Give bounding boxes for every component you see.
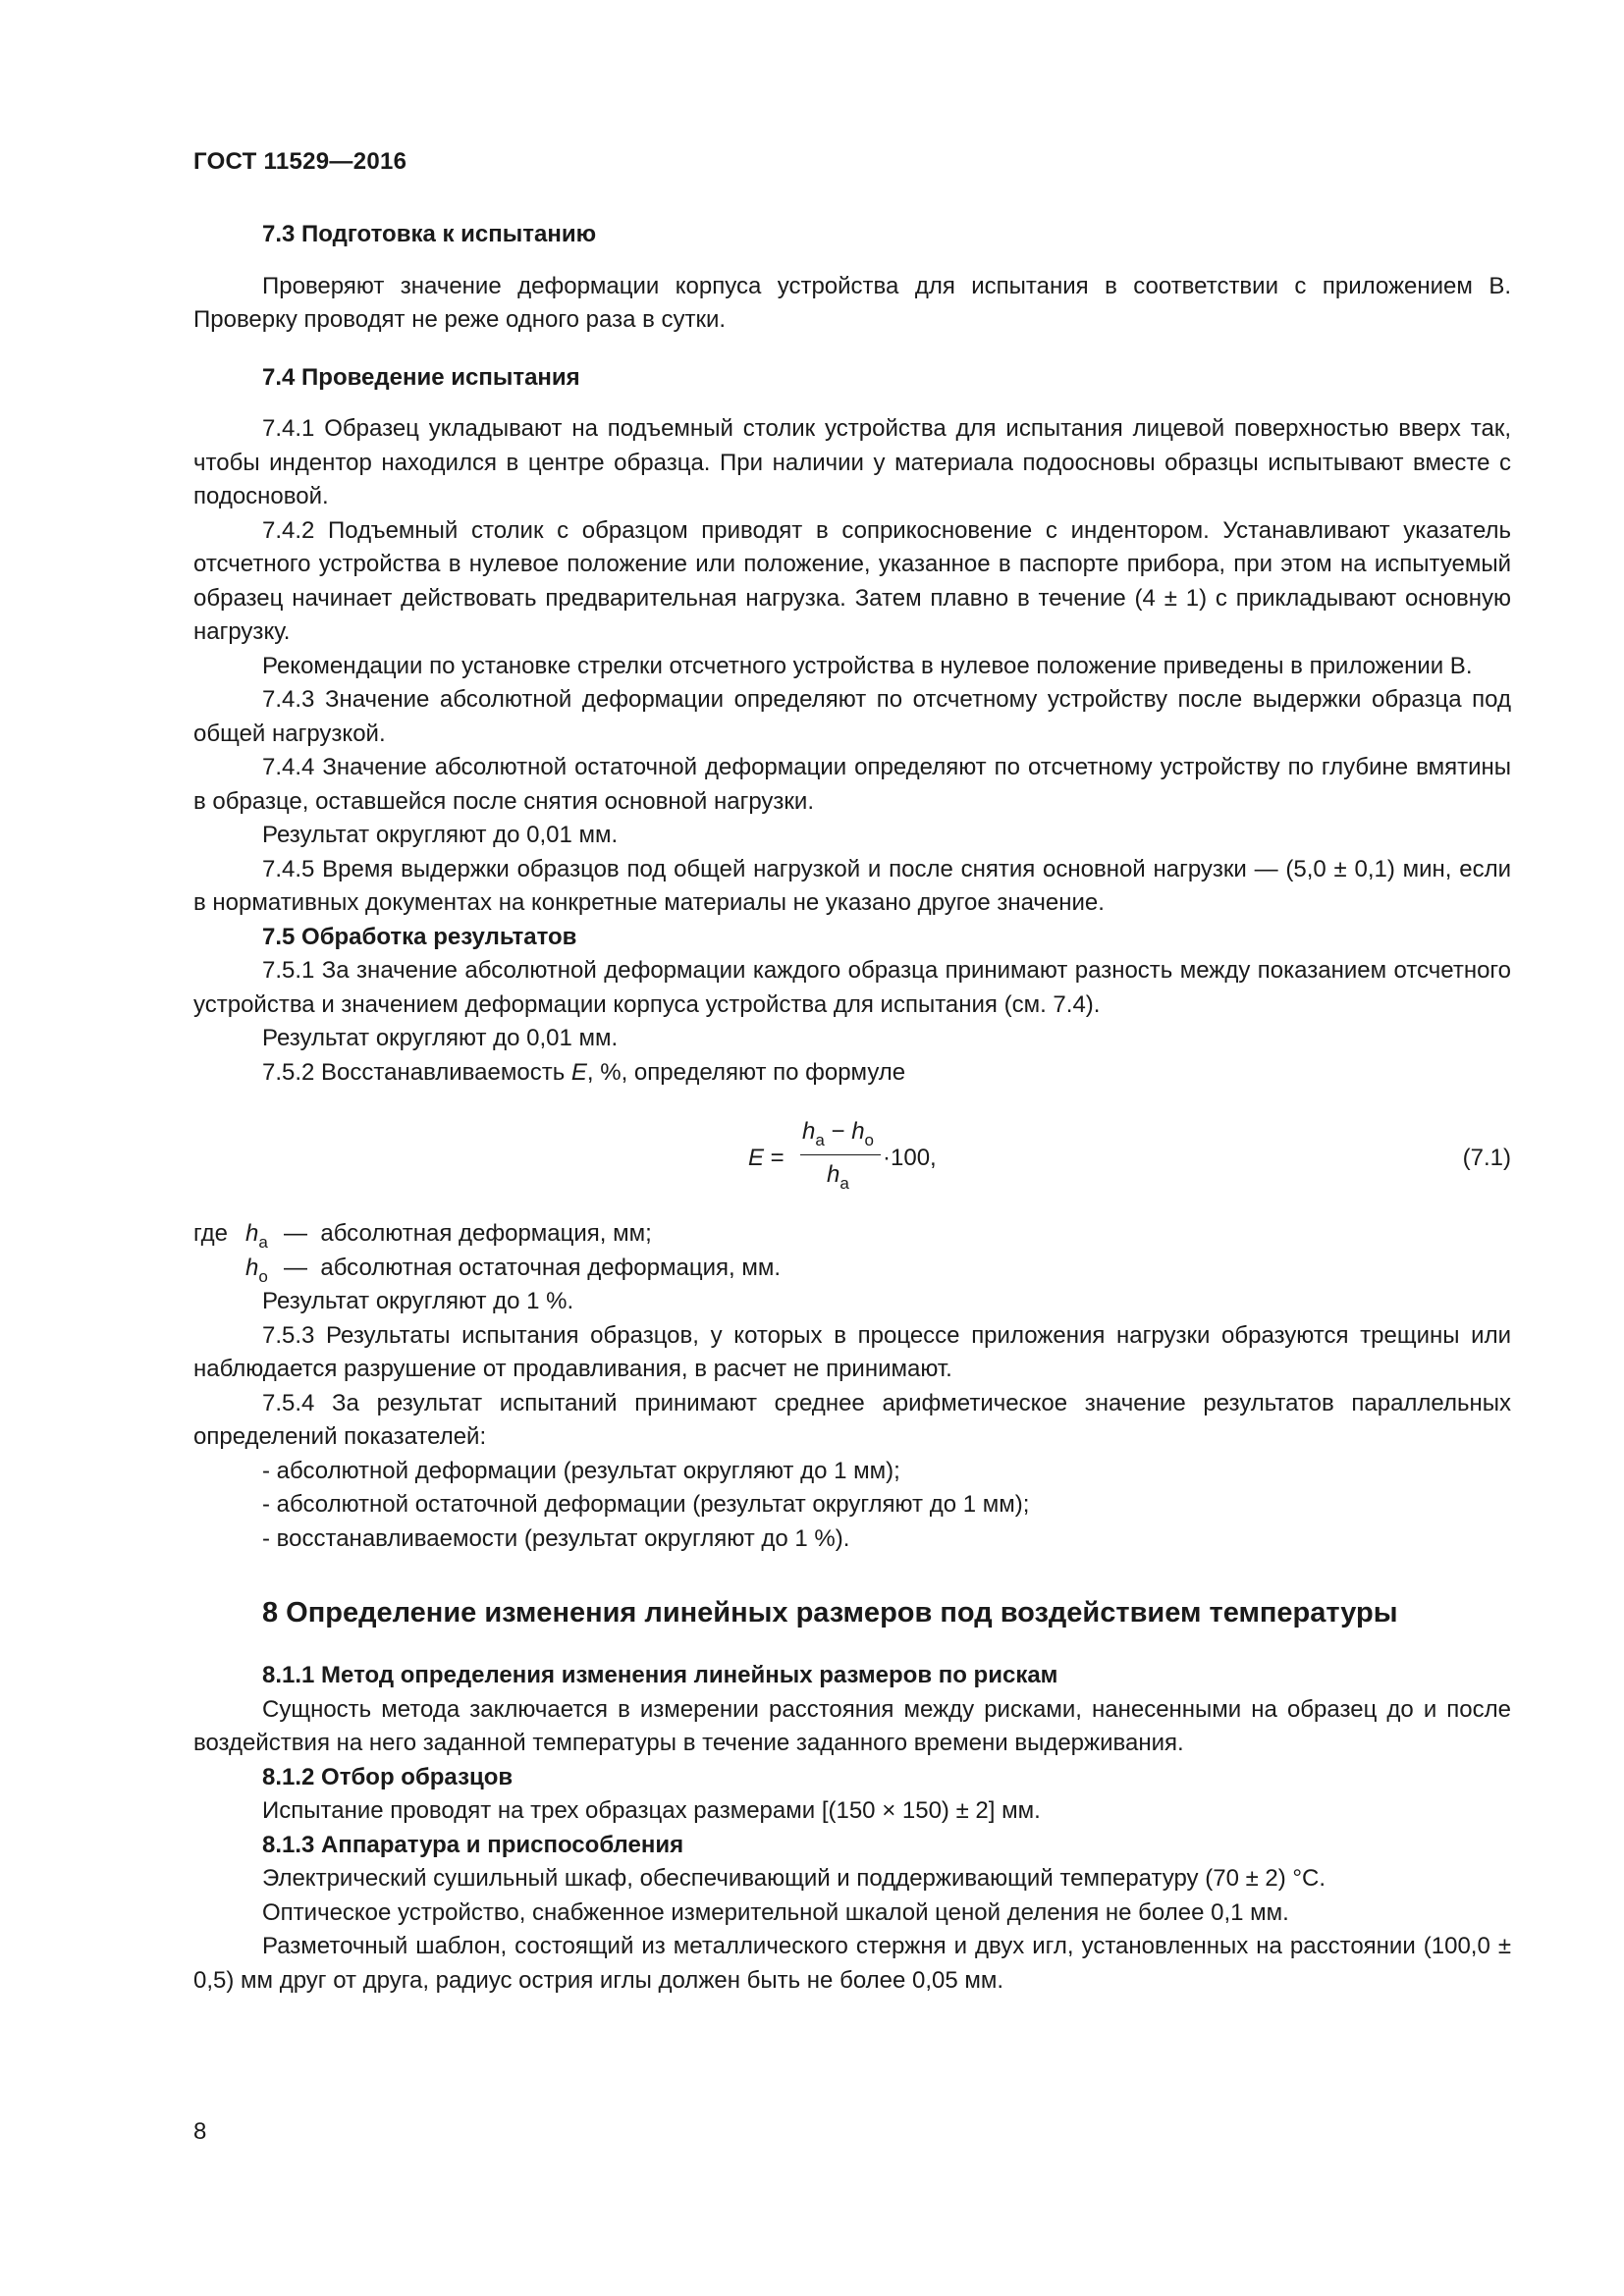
fraction-bar: [800, 1154, 881, 1155]
where-definition-ho: $h_o$ — абсолютная остаточная деформация, мм.: [245, 1254, 781, 1286]
clause-7-4-4: 7.4.4 Значение абсолютной остаточной деформации определяют по отсчетному устройству по глубине вмятины в образце, оставшейся после снятия основной нагрузки.: [193, 754, 1511, 815]
clause-7-5-1: 7.5.1 За значение абсолютной деформации каждого образца принимают разность между показанием отсчетного устройства и значением деформации корпуса устройства для испытания (см. 7.4).: [193, 957, 1511, 1018]
section-8-1-1-paragraph: Сущность метода заключается в измерении расстояния между рисками, нанесенными на образец до и после воздействия на него заданной температуры в течение заданного времени выдерживания.: [193, 1695, 1511, 1756]
section-8-1-3-paragraph-1: Электрический сушильный шкаф, обеспечивающий и поддерживающий температуру (70 ± 2) °С.: [262, 1865, 1326, 1892]
section-7-4-title: 7.4 Проведение испытания: [262, 363, 580, 391]
formula-number: (7.1): [1462, 1145, 1511, 1171]
document-header: ГОСТ 11529—2016: [193, 148, 407, 175]
clause-7-4-2: 7.4.2 Подъемный столик с образцом приводят в соприкосновение с индентором. Устанавливают указатель отсчетного устройства в нулевое положение или положение, указанное в паспорте прибора, при этом на испытуемый образец начинает действовать предварительная нагрузка. Затем плавно в течение (4 ± 1) с прикладывают основную нагрузку.: [193, 516, 1511, 645]
clause-7-4-3: 7.4.3 Значение абсолютной деформации определяют по отсчетному устройству после выдержки образца под общей нагрузкой.: [193, 686, 1511, 747]
clause-7-4-4-result: Результат округляют до 0,01 мм.: [262, 822, 619, 848]
clause-7-4-2-note: Рекомендации по установке стрелки отсчетного устройства в нулевое положение приведены в приложении В.: [262, 652, 1473, 679]
document-body: [193, 218, 1511, 1998]
clause-7-5-3: 7.5.3 Результаты испытания образцов, у которых в процессе приложения нагрузки образуются трещины или наблюдается разрушение от продавливания, в расчет не принимают.: [193, 1321, 1511, 1382]
page-number: 8: [193, 2118, 207, 2145]
list-item: - восстанавливаемости (результат округляют до 1 %).: [262, 1524, 850, 1552]
clause-7-5-2-result: Результат округляют до 1 %.: [262, 1288, 574, 1314]
list-item: - абсолютной деформации (результат округляют до 1 мм);: [262, 1457, 900, 1484]
section-8-1-3-paragraph-2: Оптическое устройство, снабженное измерительной шкалой ценой деления не более 0,1 мм.: [262, 1898, 1289, 1926]
clause-7-5-2: 7.5.2 Восстанавливаемость E, %, определяют по формуле: [262, 1058, 906, 1086]
section-7-3-title: 7.3 Подготовка к испытанию: [262, 221, 597, 247]
section-8-1-3-title: 8.1.3 Аппаратура и приспособления: [262, 1831, 684, 1858]
formula-denominator: $h_a$: [827, 1161, 849, 1193]
list-item: - абсолютной остаточной деформации (результат округляют до 1 мм);: [262, 1491, 1030, 1518]
where-definition-ha: где $h_a$ — абсолютная деформация, мм;: [193, 1220, 652, 1252]
section-8-1-3-paragraph-3: Разметочный шаблон, состоящий из металлического стержня и двух игл, установленных на расстоянии (100,0 ± 0,5) мм друг от друга, радиус острия иглы должен быть не более 0,05 мм.: [193, 1933, 1511, 1994]
clause-7-4-1: 7.4.1 Образец укладывают на подъемный столик устройства для испытания лицевой поверхностью вверх так, чтобы индентор находился в центре образца. При наличии у материала подоосновы образцы испытывают вместе с подосновой.: [193, 415, 1511, 509]
clause-7-5-4: 7.5.4 За результат испытаний принимают среднее арифметическое значение результатов параллельных определений показателей:: [193, 1389, 1511, 1450]
section-8-1-2-paragraph: Испытание проводят на трех образцах размерами [(150 × 150) ± 2] мм.: [262, 1797, 1041, 1824]
section-8-1-1-title: 8.1.1 Метод определения изменения линейных размеров по рискам: [262, 1662, 1058, 1688]
formula-numerator: $h_a - h_o$: [802, 1118, 875, 1149]
section-7-3-paragraph: Проверяют значение деформации корпуса устройства для испытания в соответствии с приложением В. Проверку проводят не реже одного раза в сутки.: [193, 272, 1511, 333]
section-8-1-2-title: 8.1.2 Отбор образцов: [262, 1763, 514, 1790]
formula-7-1: E = $h_a - h_o$ $h_a$ ·100, (7.1): [193, 1105, 1511, 1211]
section-8-title: 8 Определение изменения линейных размеров под воздействием температуры: [262, 1597, 1398, 1629]
section-7-5-title: 7.5 Обработка результатов: [262, 923, 577, 950]
clause-7-5-1-result: Результат округляют до 0,01 мм.: [262, 1025, 619, 1051]
clause-7-4-5: 7.4.5 Время выдержки образцов под общей нагрузкой и после снятия основной нагрузки — (5,0 ± 0,1) мин, если в нормативных документах на конкретные материалы не указано другое значение.: [193, 855, 1511, 916]
